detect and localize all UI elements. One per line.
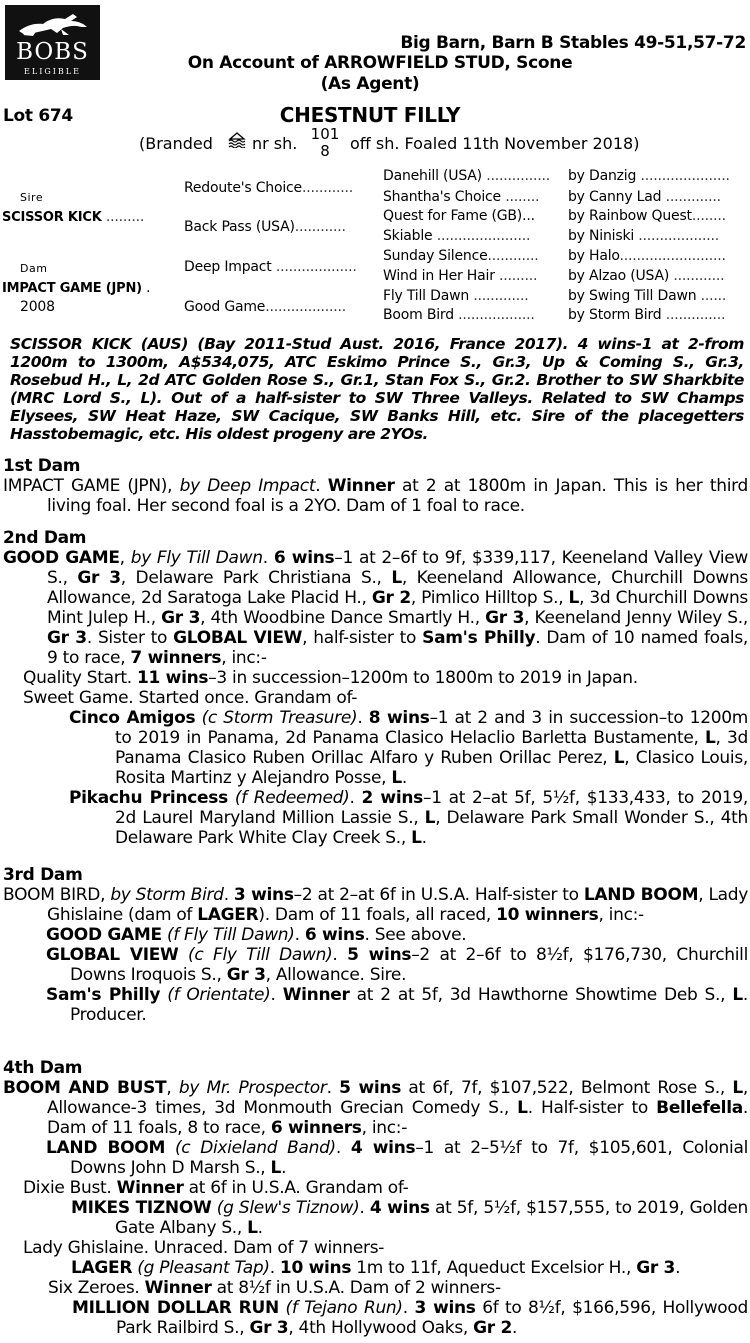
dixie-bust-text: Dixie Bust. Winner at 6f in U.S.A. Grandam of- <box>23 1178 409 1198</box>
grandparent-1: Danehill (USA) ............... <box>383 168 550 184</box>
sams-philly-text: Sam's Philly (f Orientate). Winner at 2 at 5f, 3d Hawthorne Showtime Deb S., L. Producer. <box>46 985 748 1025</box>
grandparent-4: Skiable ...................... <box>383 228 531 244</box>
million-dollar-run-text: MILLION DOLLAR RUN (f Tejano Run). 3 wins 6f to 8½f, $166,596, Hollywood Park Railbird S., Gr 3, 4th Hollywood Oaks, Gr 2. <box>72 1298 748 1338</box>
dam-sire: Deep Impact ................... <box>184 259 357 275</box>
logo-sub-text: ELIGIBLE <box>24 67 81 76</box>
third-dam-text: BOOM BIRD, by Storm Bird. 3 wins–2 at 2–at 6f in U.S.A. Half-sister to LAND BOOM, Lady Ghislaine (dam of LAGER). Dam of 11 foals, all raced, 10 winners, inc:- <box>3 885 748 925</box>
first-dam-section <box>3 456 748 516</box>
grandsire-4: by Niniski ................... <box>568 228 720 244</box>
grandparent-2: Shantha's Choice ........ <box>383 189 540 205</box>
dam-dam: Good Game................... <box>184 299 346 315</box>
grandparent-5: Sunday Silence............ <box>383 248 539 264</box>
global-view-text: GLOBAL VIEW (c Fly Till Dawn). 5 wins–2 at 2–6f to 8½f, $176,730, Churchill Downs Iroquois S., Gr 3, Allowance. Sire. <box>46 945 749 985</box>
lot-title: CHESTNUT FILLY <box>279 103 461 127</box>
lady-ghislaine-text: Lady Ghislaine. Unraced. Dam of 7 winners- <box>23 1238 385 1258</box>
horse-logo-icon <box>17 11 89 37</box>
quality-start-text: Quality Start. 11 wins–3 in succession–1200m to 1800m to 2019 in Japan. <box>23 668 638 688</box>
good-game-ref-text: GOOD GAME (f Fly Till Dawn). 6 wins. See above. <box>46 925 467 945</box>
brand-numerator: 101 <box>310 125 340 143</box>
lager-text: LAGER (g Pleasant Tap). 10 wins 1m to 11f, Aqueduct Excelsior H., Gr 3. <box>71 1258 681 1278</box>
first-dam-heading: 1st Dam <box>3 456 81 476</box>
six-zeroes-text: Six Zeroes. Winner at 8½f in U.S.A. Dam of 2 winners- <box>48 1278 501 1298</box>
grandsire-3: by Rainbow Quest........ <box>568 208 726 224</box>
grandsire-7: by Swing Till Dawn ...... <box>568 288 727 304</box>
land-boom-text: LAND BOOM (c Dixieland Band). 4 wins–1 at 2–5½f to 7f, $105,601, Colonial Downs John D Marsh S., L. <box>46 1138 748 1178</box>
brand-prefix: (Branded <box>139 134 213 153</box>
second-dam-heading: 2nd Dam <box>3 528 87 548</box>
sire-label: Sire <box>20 191 44 204</box>
grandparent-8: Boom Bird .................. <box>383 307 535 323</box>
second-dam-text: GOOD GAME, by Fly Till Dawn. 6 wins–1 at 2–6f to 9f, $339,117, Keeneland Valley View S., Gr 3, Delaware Park Christiana S., L, Keeneland Allowance, Churchill Downs Allowance, 2d Saratoga Lake Placid H., Gr 2, Pimlico Hilltop S., L, 3d Churchill Downs Mint Julep H., Gr 3, 4th Woodbine Dance Smartly H., Gr 3, Keeneland Jenny Wiley S., Gr 3. Sister to GLOBAL VIEW, half-sister to Sam's Philly. Dam of 10 named foals, 9 to race, 7 winners, inc:- <box>3 548 748 668</box>
grandparent-7: Fly Till Dawn ............. <box>383 288 529 304</box>
brand-denominator: 8 <box>320 142 330 160</box>
grandsire-8: by Storm Bird .............. <box>568 307 726 323</box>
cinco-amigos-text: Cinco Amigos (c Storm Treasure). 8 wins–1 at 2 and 3 in succession–to 1200m to 2019 in Panama, 2d Panama Clasico Helaclio Barletta Bustamente, L, 3d Panama Clasico Ruben Orillac Alfaro y Ruben Orillac Perez, L, Clasico Louis, Rosita Martinz y Alejandro Posse, L. <box>69 708 749 788</box>
dam-name: IMPACT GAME (JPN) <box>2 281 142 296</box>
logo-brand-text: BOBS <box>16 39 89 65</box>
sire-name: SCISSOR KICK <box>2 210 102 225</box>
third-dam-heading: 3rd Dam <box>3 865 83 885</box>
lot-number: Lot 674 <box>3 106 73 126</box>
third-dam-section <box>3 865 748 1025</box>
grandsire-6: by Alzao (USA) ............ <box>568 268 725 284</box>
agent-note: (As Agent) <box>320 74 420 94</box>
dam-label: Dam <box>20 262 48 275</box>
brand-fraction <box>308 126 342 160</box>
grandsire-2: by Canny Lad ............. <box>568 189 721 205</box>
grandparent-3: Quest for Fame (GB)... <box>383 208 535 224</box>
sire-row: SCISSOR KICK ......... <box>2 209 145 225</box>
brand-suffix: off sh. Foaled 11th November 2018) <box>350 134 640 153</box>
pikachu-princess-text: Pikachu Princess (f Redeemed). 2 wins–1 at 2–at 5f, 5½f, $133,433, to 2019, 2d Laurel Maryland Million Lassie S., L, Delaware Park Small Wonder S., 4th Delaware Park White Clay Creek S., L. <box>69 788 748 848</box>
sire-sire: Redoute's Choice............ <box>184 180 353 196</box>
stallion-note: SCISSOR KICK (AUS) (Bay 2011-Stud Aust. 2016, France 2017). 4 wins-1 at 2-from 1200m to 1300m, A$534,075, ATC Eskimo Prince S., Gr.3, Up & Coming S., Gr.3, Rosebud H., L, 2d ATC Golden Rose S., Gr.1, Stan Fox S., Gr.2. Brother to SW Sharkbite (MRC Lord S., L). Out of a half-sister to SW Three Valleys. Related to SW Champs Elysees, SW Heat Haze, SW Cacique, SW Banks Hill, etc. Sire of the placegetters Hasstobemagic, etc. His oldest progeny are 2YOs. <box>10 335 744 443</box>
grandsire-5: by Halo......................... <box>568 248 726 264</box>
second-dam-section <box>3 528 748 848</box>
dam-year: 2008 <box>20 299 55 315</box>
sweet-game-text: Sweet Game. Started once. Grandam of- <box>23 688 358 708</box>
sire-dam: Back Pass (USA)............ <box>184 219 346 235</box>
consignor-location: Big Barn, Barn B Stables 49-51,57-72 <box>400 33 746 53</box>
grandsire-1: by Danzig ..................... <box>568 168 730 184</box>
fourth-dam-heading: 4th Dam <box>3 1058 83 1078</box>
brand-near-shoulder: nr sh. <box>252 134 298 153</box>
bobs-eligible-logo <box>5 5 100 80</box>
grandparent-6: Wind in Her Hair ......... <box>383 268 538 284</box>
first-dam-text: IMPACT GAME (JPN), by Deep Impact. Winner at 2 at 1800m in Japan. This is her third living foal. Her second foal is a 2YO. Dam of 1 foal to race. <box>3 476 748 516</box>
vendor-account: On Account of ARROWFIELD STUD, Scone <box>187 53 573 73</box>
brand-mark-icon <box>228 132 246 148</box>
mikes-tiznow-text: MIKES TIZNOW (g Slew's Tiznow). 4 wins at 5f, 5½f, $157,555, to 2019, Golden Gate Albany S., L. <box>71 1198 748 1238</box>
fourth-dam-text: BOOM AND BUST, by Mr. Prospector. 5 wins at 6f, 7f, $107,522, Belmont Rose S., L, Allowance-3 times, 3d Monmouth Grecian Comedy S., L. Half-sister to Bellefella. Dam of 11 foals, 8 to race, 6 winners, inc:- <box>3 1078 749 1138</box>
fourth-dam-section <box>3 1058 748 1338</box>
dam-row: IMPACT GAME (JPN) . <box>2 280 151 296</box>
